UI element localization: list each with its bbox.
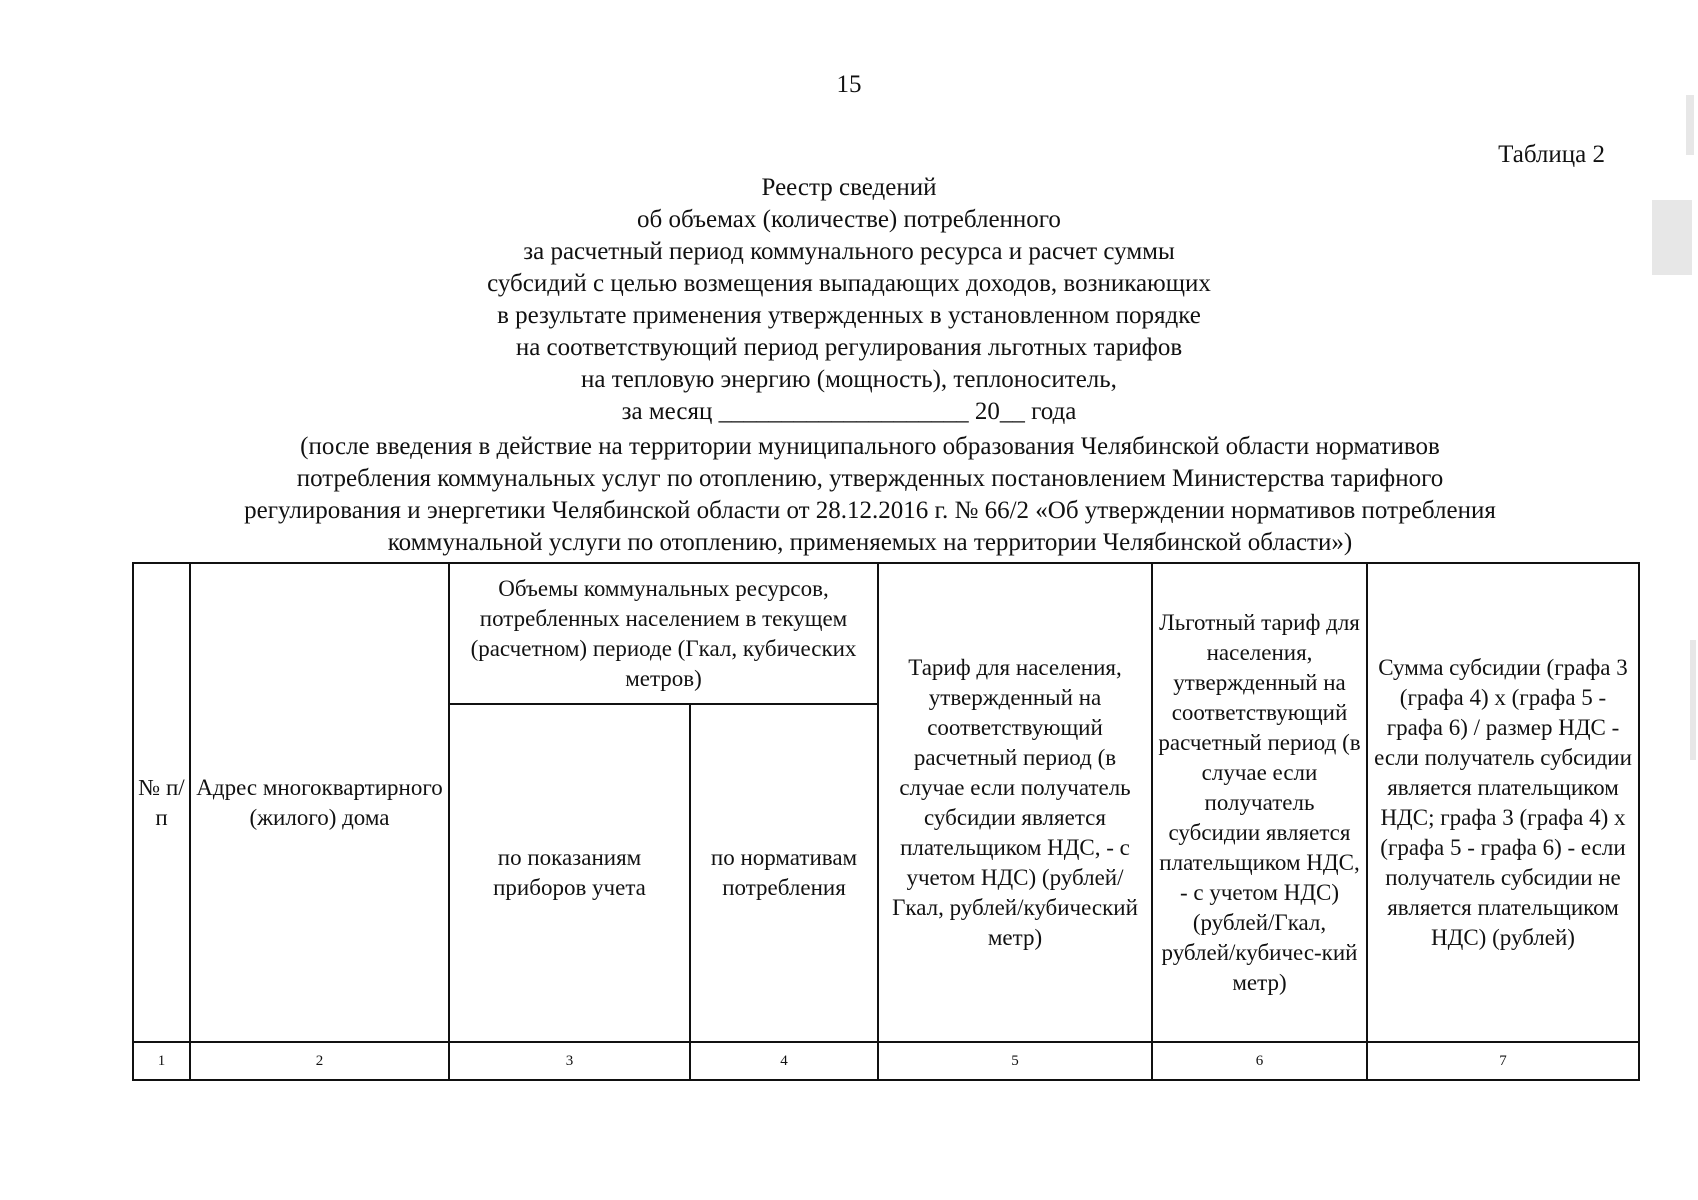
title-line: об объемах (количестве) потребленного	[637, 206, 1061, 233]
header-cell-consumption-norms: по нормативам потребления	[690, 704, 878, 1042]
title-line: субсидий с целью возмещения выпадающих доходов, возникающих	[487, 270, 1211, 297]
scan-artifact	[1686, 95, 1694, 155]
column-number: 6	[1152, 1042, 1367, 1080]
header-cell-volumes-group: Объемы коммунальных ресурсов, потребленных населением в текущем (расчетном) периоде (Гкал, кубических метров)	[449, 563, 878, 704]
header-cell-preferential-tariff: Льготный тариф для населения, утвержденный на соответствующий расчетный период (в случае если получатель субсидии является плательщиком НДС, - с учетом НДС) (рублей/Гкал, рублей/кубичес-кий метр)	[1152, 563, 1367, 1042]
column-number: 7	[1367, 1042, 1639, 1080]
header-row-top	[133, 563, 1639, 704]
title-line: на тепловую энергию (мощность), теплоноситель,	[581, 366, 1117, 393]
header-cell-subsidy-sum: Сумма субсидии (графа 3 (графа 4) x (графа 5 - графа 6) / размер НДС - если получатель субсидии является плательщиком НДС; графа 3 (графа 4) x (графа 5 - графа 6) - если получатель субсидии не является плательщиком НДС) (рублей)	[1367, 563, 1639, 1042]
header-cell-address: Адрес многоквартирного (жилого) дома	[190, 563, 449, 1042]
column-number: 3	[449, 1042, 690, 1080]
scan-artifact	[1690, 640, 1696, 760]
column-number: 5	[878, 1042, 1152, 1080]
table-label: Таблица 2	[1498, 141, 1605, 168]
header-cell-number: № п/п	[133, 563, 190, 1042]
title-line-period: за месяц ____________________ 20__ года	[621, 398, 1077, 425]
column-number-row	[133, 1042, 1639, 1080]
subtitle-line: регулирования и энергетики Челябинской области от 28.12.2016 г. № 66/2 «Об утверждении нормативов потребления	[244, 497, 1496, 524]
title-line: за расчетный период коммунального ресурса и расчет суммы	[523, 238, 1175, 265]
document-subtitle	[120, 431, 1620, 559]
column-number: 4	[690, 1042, 878, 1080]
register-table	[132, 562, 1640, 1081]
title-line: в результате применения утвержденных в установленном порядке	[497, 302, 1201, 329]
page-number: 15	[836, 71, 862, 98]
title-line: на соответствующий период регулирования льготных тарифов	[515, 334, 1183, 361]
document-title	[0, 172, 1698, 428]
scan-artifact	[1652, 200, 1692, 275]
title-line: Реестр сведений	[761, 174, 937, 201]
subtitle-line: коммунальной услуги по отоплению, применяемых на территории Челябинской области»)	[387, 529, 1353, 556]
subtitle-line: (после введения в действие на территории муниципального образования Челябинской области нормативов	[300, 433, 1440, 460]
column-number: 1	[133, 1042, 190, 1080]
header-cell-meter-readings: по показаниям приборов учета	[449, 704, 690, 1042]
header-cell-tariff: Тариф для населения, утвержденный на соответствующий расчетный период (в случае если получатель субсидии является плательщиком НДС, - с учетом НДС) (рублей/Гкал, рублей/кубический метр)	[878, 563, 1152, 1042]
column-number: 2	[190, 1042, 449, 1080]
subtitle-line: потребления коммунальных услуг по отоплению, утвержденных постановлением Министерства тарифного	[296, 465, 1444, 492]
